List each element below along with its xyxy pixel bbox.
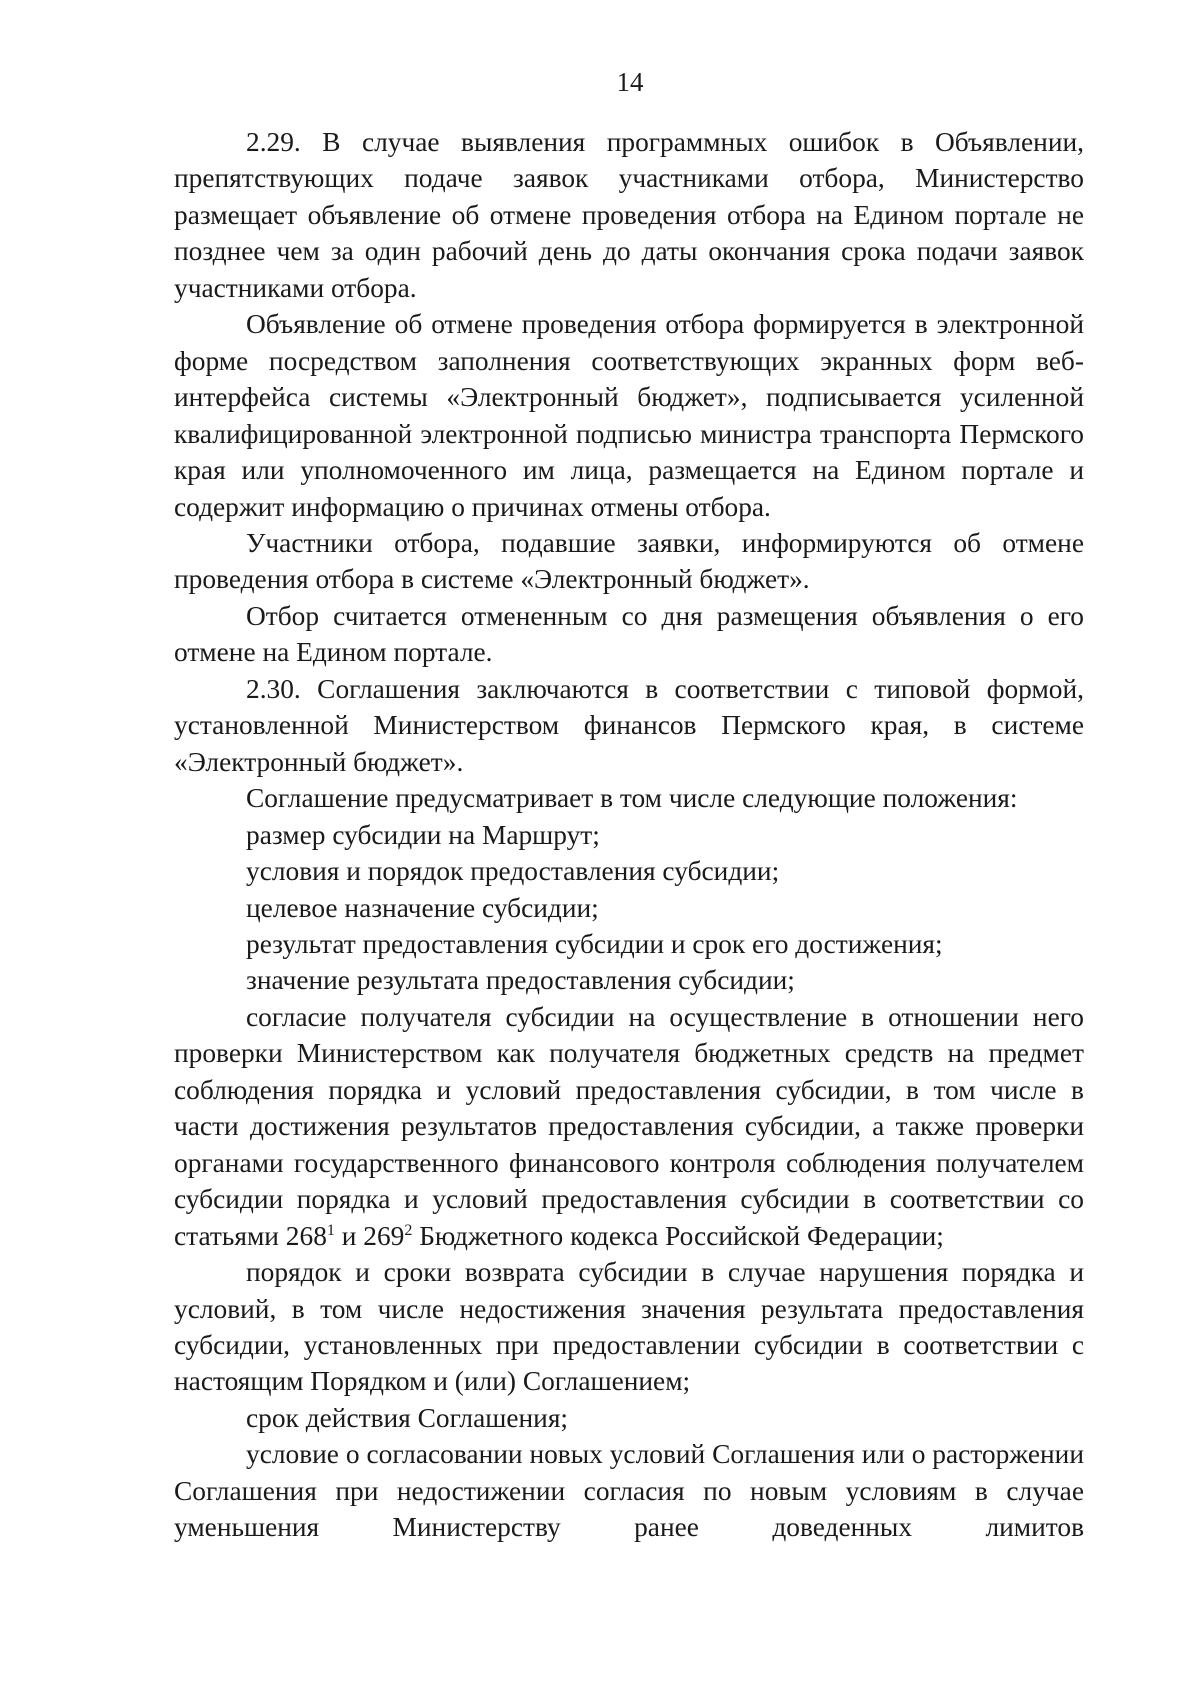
list-item-subsidy-amount: размер субсидии на Маршрут; [246,819,600,850]
paragraph-cancellation-notice: Объявление об отмене проведения отбора формируется в электронной форме посредством заполнения соответствующих экранных форм веб-интерфейса системы «Электронный бюджет», подписывается усиленной квалифицированной электронной подписью министра транспорта Пермского края или уполномоченного им лица, размещается на Едином портале и содержит информацию о причинах отмены отбора. [174,309,1084,522]
paragraph-2-30: 2.30. Соглашения заключаются в соответствии с типовой формой, установленной Министерством финансов Пермского края, в системе «Электронный бюджет». [174,673,1084,777]
consent-text-3: Бюджетного кодекса Российской Федерации; [412,1220,944,1251]
document-body [174,124,1084,1546]
paragraph-participants-informed: Участники отбора, подавшие заявки, информируются об отмене проведения отбора в системе «Электронный бюджет». [174,527,1084,595]
list-item-result: результат предоставления субсидии и срок его достижения; [246,928,943,959]
list-item-consent [174,999,1084,1254]
list-item-refund: порядок и сроки возврата субсидии в случае нарушения порядка и условий, в том числе недостижения значения результата предоставления субсидии, установленных при предоставлении субсидии в соответствии с настоящим Порядком и (или) Соглашением; [174,1257,1084,1397]
consent-text-1: согласие получателя субсидии на осуществление в отношении него проверки Министерством как получателя бюджетных средств на предмет соблюдения порядка и условий предоставления субсидии, в том числе в части достижения результатов предоставления субсидии, а также проверки органами государственного финансового контроля соблюдения получателем субсидии порядка и условий предоставления субсидии в соответствии со статьями 268 [174,1001,1084,1251]
paragraph-agreement-provisions: Соглашение предусматривает в том числе следующие положения: [246,783,1018,814]
footnote-superscript-1: 1 [326,1221,335,1239]
consent-text-2: и 269 [334,1220,405,1251]
list-item-new-conditions: условие о согласовании новых условий Соглашения или о расторжении Соглашения при недостижении согласия по новым условиям в случае уменьшения Министерству ранее доведенных лимитов [174,1439,1084,1543]
list-item-result-value: значение результата предоставления субсидии; [246,965,795,996]
list-item-term: срок действия Соглашения; [246,1402,569,1433]
list-item-conditions: условия и порядок предоставления субсидии; [246,856,780,887]
footnote-superscript-2: 2 [404,1221,413,1239]
paragraph-2-29: 2.29. В случае выявления программных ошибок в Объявлении, препятствующих подаче заявок участниками отбора, Министерство размещает объявление об отмене проведения отбора на Едином портале не позднее чем за один рабочий день до даты окончания срока подачи заявок участниками отбора. [174,127,1084,303]
page-number: 14 [616,67,644,97]
paragraph-selection-cancelled: Отбор считается отмененным со дня размещения объявления о его отмене на Едином портале. [174,600,1084,668]
list-item-purpose: целевое назначение субсидии; [246,892,599,923]
